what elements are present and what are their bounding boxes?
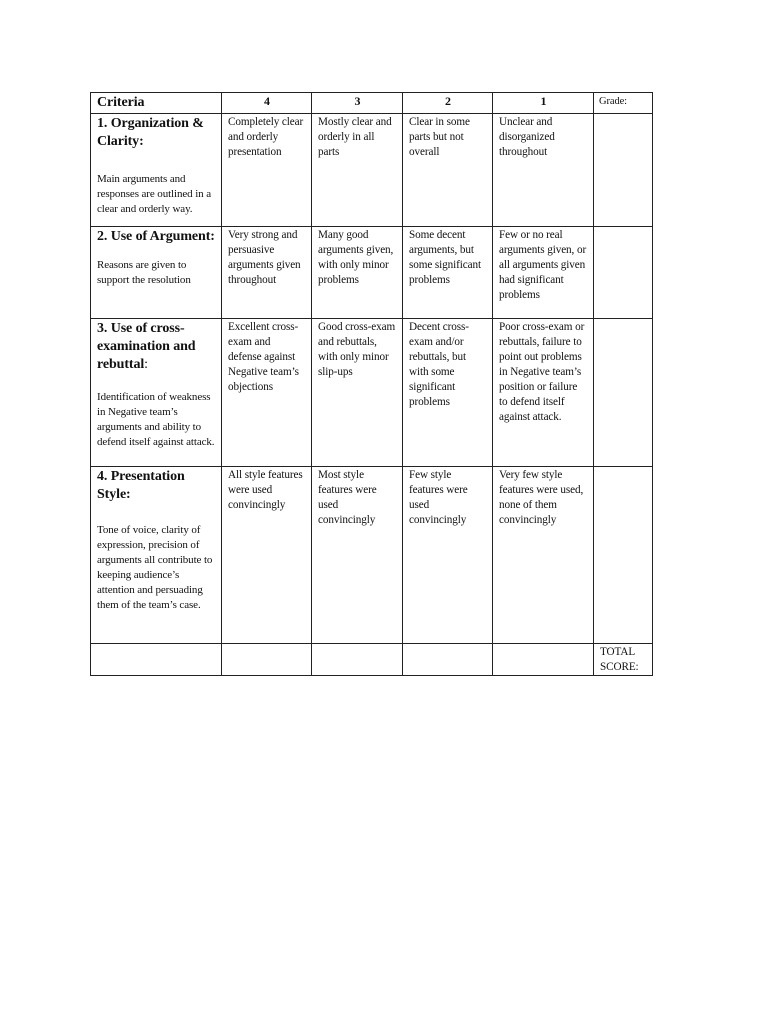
grade-cell: [594, 114, 653, 227]
criterion-row-argument: [91, 227, 653, 319]
criterion-name: 4. Presentation Style:: [97, 469, 185, 502]
level-3-cell: Most style features were used convincingly: [312, 467, 403, 644]
score-3-header: 3: [312, 93, 403, 114]
criterion-row-organization: [91, 114, 653, 227]
criterion-description: Identification of weakness in Negative team’s arguments and ability to defend itself against attack.: [97, 391, 215, 448]
total-empty-cell: [222, 644, 312, 676]
level-1-cell: Few or no real arguments given, or all arguments given had significant problems: [493, 227, 594, 319]
level-1-cell: Poor cross-exam or rebuttals, failure to point out problems in Negative team’s position or failure to defend itself against attack.: [493, 319, 594, 467]
criterion-cell: [91, 114, 222, 227]
criterion-description: Tone of voice, clarity of expression, precision of arguments all contribute to keeping audience’s attention and persuading them of the team’s case.: [97, 524, 213, 611]
score-4-header: 4: [222, 93, 312, 114]
criterion-row-presentation: [91, 467, 653, 644]
level-3-cell: Many good arguments given, with only minor problems: [312, 227, 403, 319]
criterion-description: Reasons are given to support the resolution: [97, 259, 191, 286]
criterion-cell: [91, 467, 222, 644]
grade-cell: [594, 467, 653, 644]
total-empty-cell: [403, 644, 493, 676]
level-4-cell: Very strong and persuasive arguments given throughout: [222, 227, 312, 319]
criterion-name: 3. Use of cross-examination and rebuttal:: [97, 321, 196, 372]
criterion-name: 2. Use of Argument:: [97, 229, 215, 244]
level-2-cell: Clear in some parts but not overall: [403, 114, 493, 227]
criterion-name: 1. Organization & Clarity:: [97, 116, 204, 149]
level-4-cell: Excellent cross-exam and defense against Negative team’s objections: [222, 319, 312, 467]
level-1-cell: Unclear and disorganized throughout: [493, 114, 594, 227]
level-1-cell: Very few style features were used, none of them convincingly: [493, 467, 594, 644]
header-row: [91, 93, 653, 114]
total-empty-cell: [312, 644, 403, 676]
level-3-cell: Good cross-exam and rebuttals, with only minor slip-ups: [312, 319, 403, 467]
total-row: [91, 644, 653, 676]
level-2-cell: Few style features were used convincingly: [403, 467, 493, 644]
score-1-header: 1: [493, 93, 594, 114]
criterion-row-cross-examination: [91, 319, 653, 467]
grade-cell: [594, 227, 653, 319]
criterion-cell: [91, 319, 222, 467]
level-4-cell: All style features were used convincingly: [222, 467, 312, 644]
level-3-cell: Mostly clear and orderly in all parts: [312, 114, 403, 227]
grade-cell: [594, 319, 653, 467]
score-2-header: 2: [403, 93, 493, 114]
level-2-cell: Decent cross-exam and/or rebuttals, but with some significant problems: [403, 319, 493, 467]
rubric-table: [90, 92, 653, 676]
criterion-cell: [91, 227, 222, 319]
level-4-cell: Completely clear and orderly presentation: [222, 114, 312, 227]
total-empty-cell: [91, 644, 222, 676]
total-empty-cell: [493, 644, 594, 676]
criterion-description: Main arguments and responses are outlined in a clear and orderly way.: [97, 173, 211, 215]
level-2-cell: Some decent arguments, but some significant problems: [403, 227, 493, 319]
criteria-header: Criteria: [91, 93, 222, 114]
grade-header: Grade:: [594, 93, 653, 114]
total-score-label: TOTAL SCORE:: [594, 644, 653, 676]
